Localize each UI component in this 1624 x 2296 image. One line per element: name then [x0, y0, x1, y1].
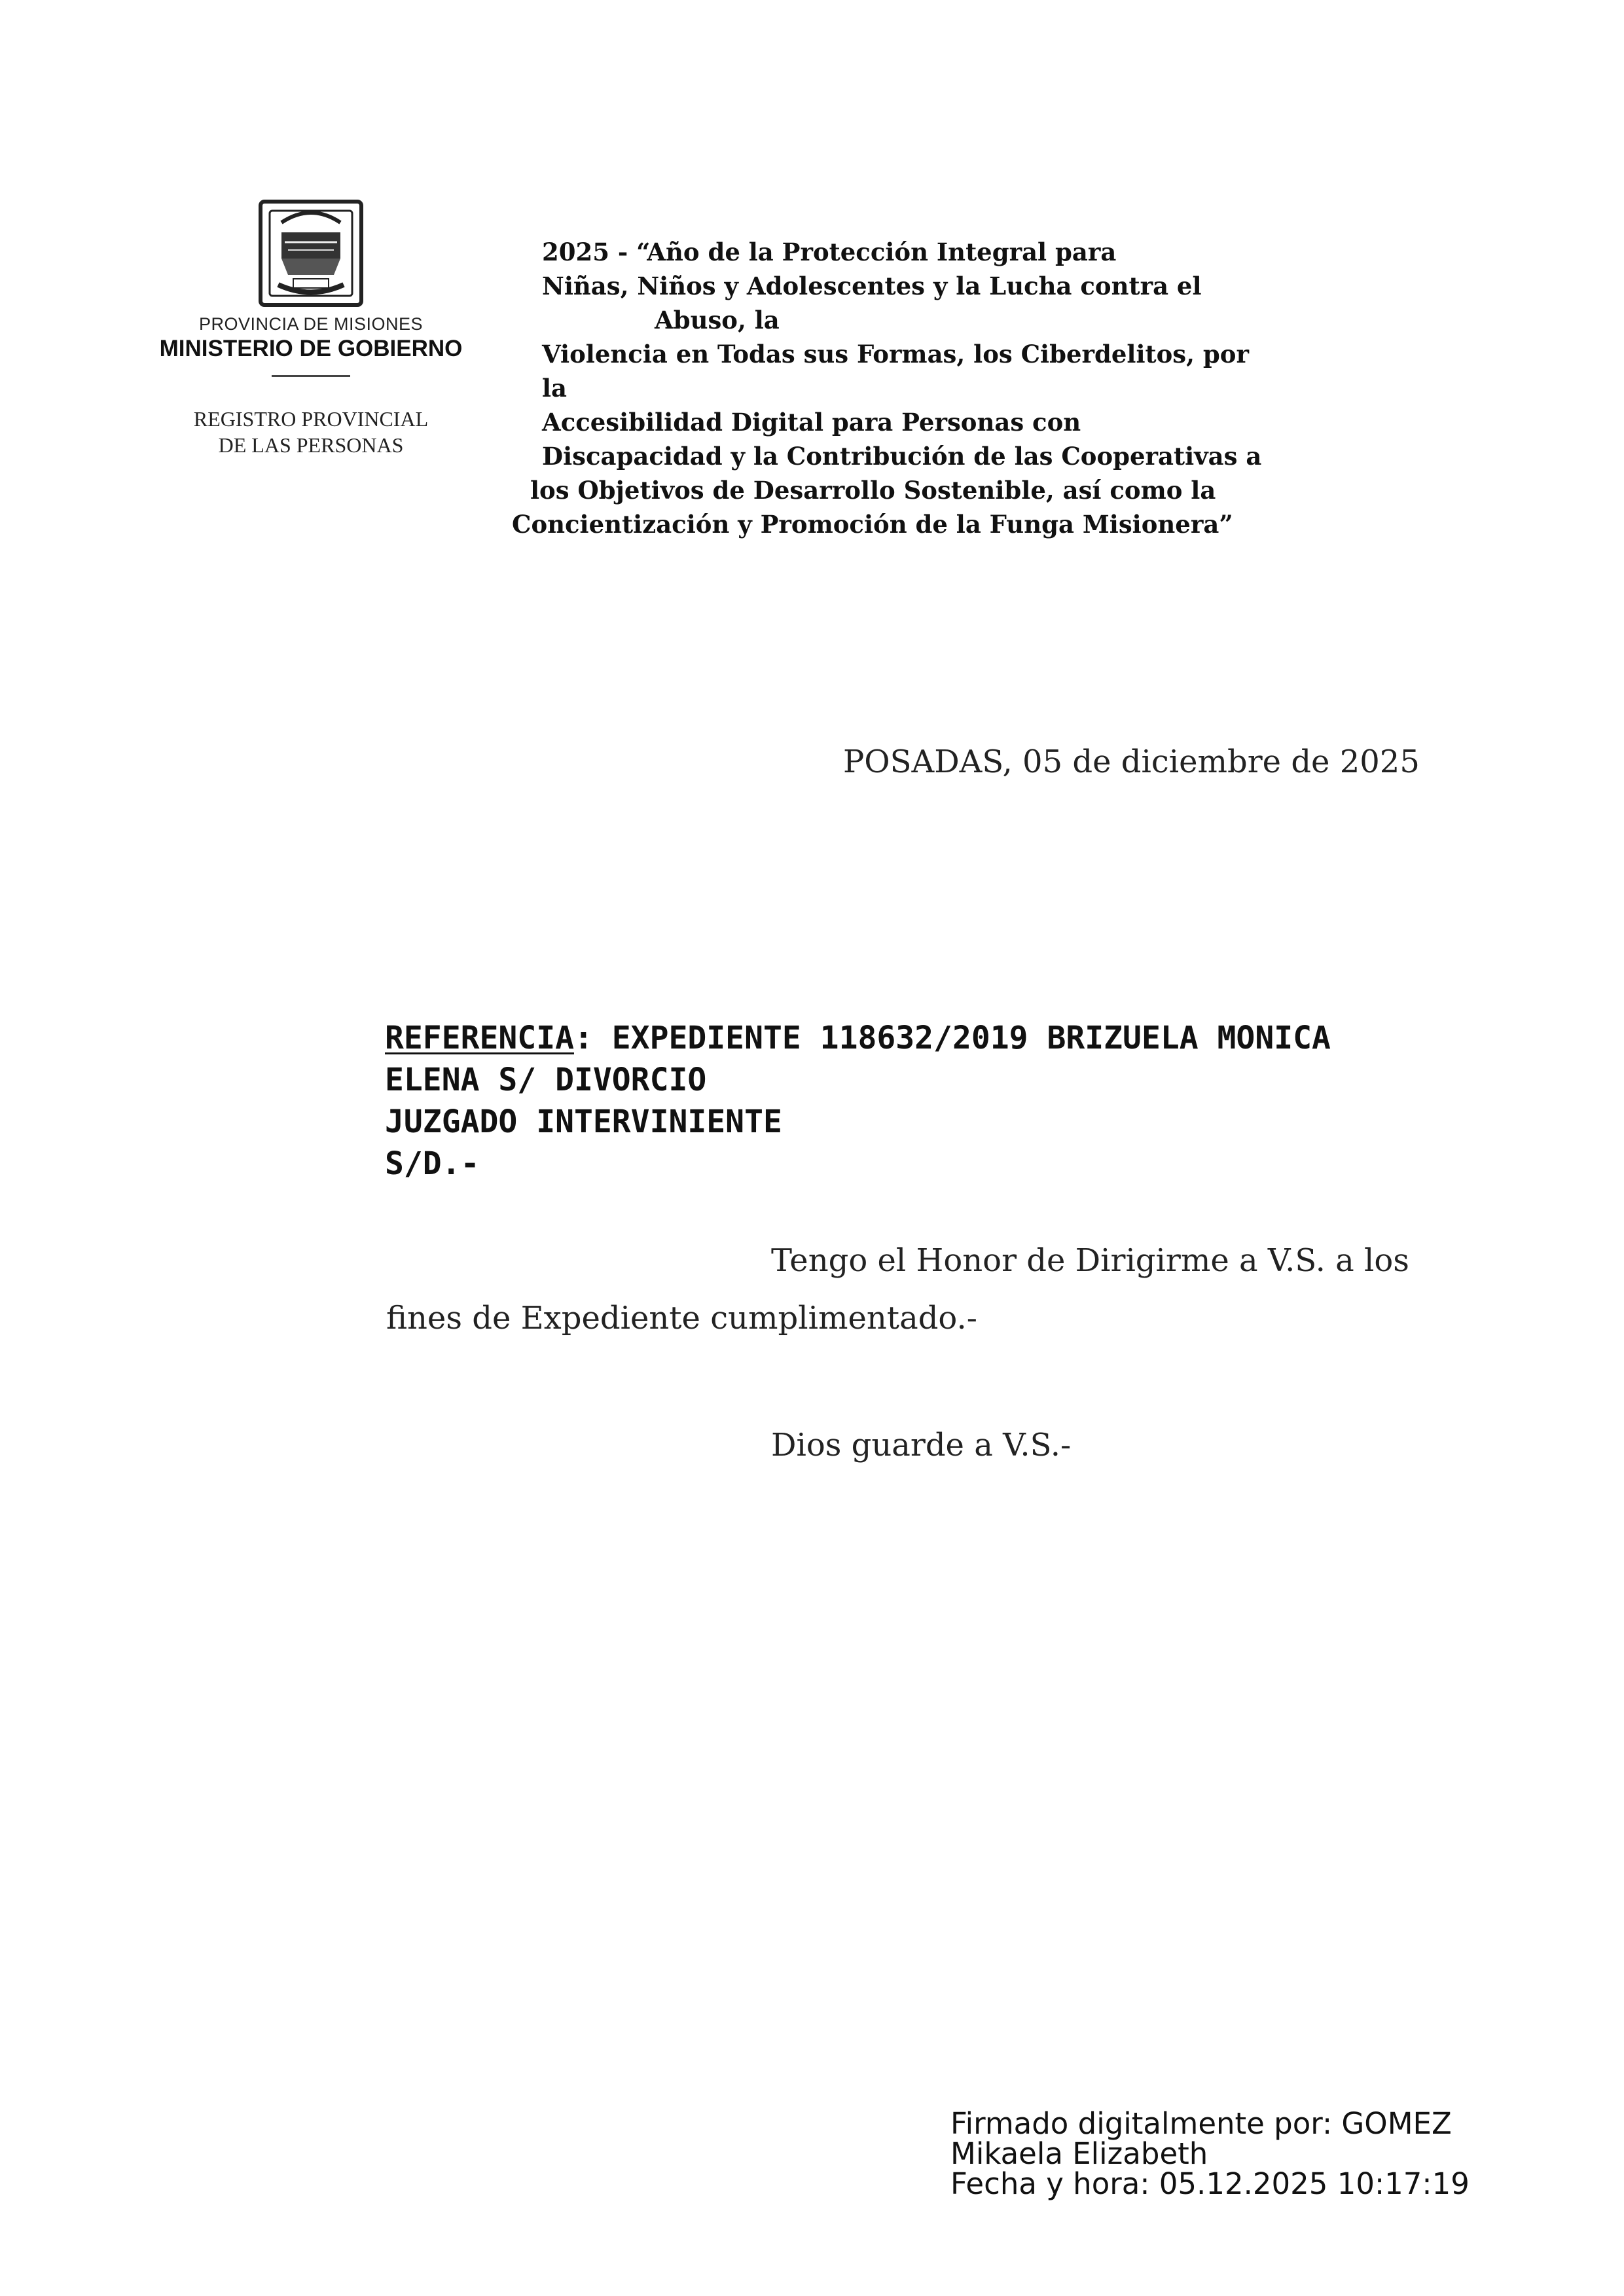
reference-expediente: : EXPEDIENTE 118632/2019 BRIZUELA MONICA: [573, 1020, 1331, 1056]
place-date: POSADAS, 05 de diciembre de 2025: [843, 744, 1420, 780]
motto-line: Discapacidad y la Contribución de las Cooperativas a: [542, 442, 1262, 471]
digital-signature-timestamp: Fecha y hora: 05.12.2025 10:17:19: [950, 2166, 1470, 2201]
reference-sd: S/D.-: [385, 1145, 480, 1182]
closing-line: Dios guarde a V.S.-: [771, 1427, 1072, 1463]
org-ministry: MINISTERIO DE GOBIERNO: [159, 336, 463, 361]
motto-line: 2025 - “Año de la Protección Integral para: [542, 238, 1117, 266]
provincial-seal-icon: [255, 196, 367, 309]
motto-line: Violencia en Todas sus Formas, los Ciberdelitos, por: [542, 340, 1249, 368]
body-paragraph-line: fines de Expediente cumplimentado.-: [386, 1300, 977, 1336]
reference-line: [385, 1020, 1331, 1056]
motto-line: Accesibilidad Digital para Personas con: [542, 408, 1081, 437]
registry-line2: DE LAS PERSONAS: [218, 433, 404, 457]
institution-logo-block: [157, 196, 465, 377]
org-divider: [272, 375, 350, 377]
motto-line: Abuso, la: [655, 306, 780, 334]
org-province: PROVINCIA DE MISIONES: [198, 314, 424, 334]
motto-line: Concientización y Promoción de la Funga Misionera”: [512, 510, 1233, 539]
digital-signature-line: Firmado digitalmente por: GOMEZ: [950, 2106, 1452, 2141]
registry-name: [164, 406, 458, 458]
motto-line: la: [542, 374, 568, 403]
body-paragraph-line: Tengo el Honor de Dirigirme a V.S. a los: [771, 1242, 1409, 1279]
digital-signature-name: Mikaela Elizabeth: [950, 2136, 1208, 2171]
reference-line: ELENA S/ DIVORCIO: [385, 1062, 707, 1098]
motto-line: Niñas, Niños y Adolescentes y la Lucha contra el: [542, 272, 1202, 300]
reference-label: REFERENCIA: [385, 1020, 574, 1056]
reference-court: JUZGADO INTERVINIENTE: [385, 1103, 782, 1140]
motto-line: los Objetivos de Desarrollo Sostenible, así como la: [530, 476, 1216, 505]
registry-line1: REGISTRO PROVINCIAL: [193, 407, 429, 431]
